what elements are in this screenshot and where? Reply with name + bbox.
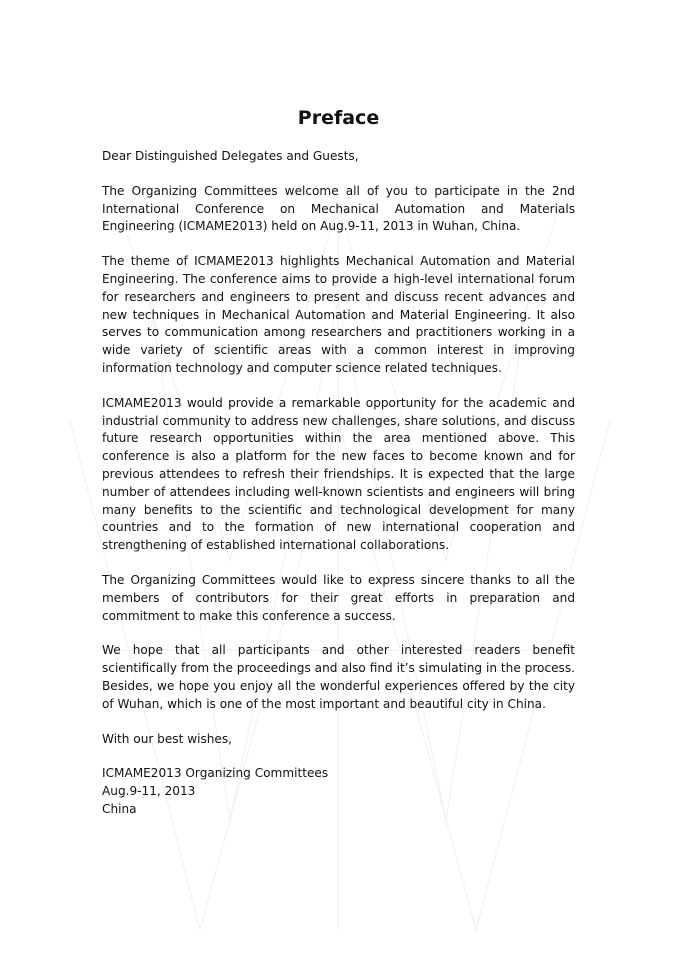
- paragraph-opportunity: ICMAME2013 would provide a remarkable opportunity for the academic and industrial community to address new challenges, share solutions, and discuss future research opportunities within the area mentioned above. This conference is also a platform for the new faces to become known and for previous attendees to refresh their friendships. It is expected that the large number of attendees including well-known scientists and engineers will bring many benefits to the scientific and technological development for many countries and to the formation of new international cooperation and strengthening of established international collaborations.: [102, 395, 575, 553]
- salutation: Dear Distinguished Delegates and Guests,: [102, 149, 359, 163]
- paragraph-thanks: The Organizing Committees would like to express sincere thanks to all the members of contributors for their great efforts in preparation and commitment to make this conference a success.: [102, 572, 575, 623]
- signature-date: Aug.9-11, 2013: [102, 784, 196, 799]
- preface-document: [102, 104, 575, 819]
- paragraph-theme: The theme of ICMAME2013 highlights Mechanical Automation and Material Engineering. The conference aims to provide a high-level international forum for researchers and engineers to present and discuss recent advances and new techniques in Mechanical Automation and Material Engineering. It also serves to communication among researchers and practitioners working in a wide variety of scientific areas with a common interest in improving information technology and computer science related techniques.: [102, 254, 575, 375]
- paragraph-hope: We hope that all participants and other interested readers benefit scientifically from the proceedings and also find it’s simulating in the process. Besides, we hope you enjoy all the wonderful experiences offered by the city of Wuhan, which is one of the most important and beautiful city in China.: [102, 643, 575, 711]
- page-title: Preface: [297, 107, 380, 129]
- signature-block: [102, 765, 575, 818]
- closing-line: With our best wishes,: [102, 731, 232, 746]
- signature-organization: ICMAME2013 Organizing Committees: [102, 766, 329, 781]
- paragraph-welcome: The Organizing Committees welcome all of you to participate in the 2nd International Conference on Mechanical Automation and Materials Engineering (ICMAME2013) held on Aug.9-11, 2013 in Wuhan, China.: [102, 183, 575, 234]
- signature-location: China: [102, 801, 137, 816]
